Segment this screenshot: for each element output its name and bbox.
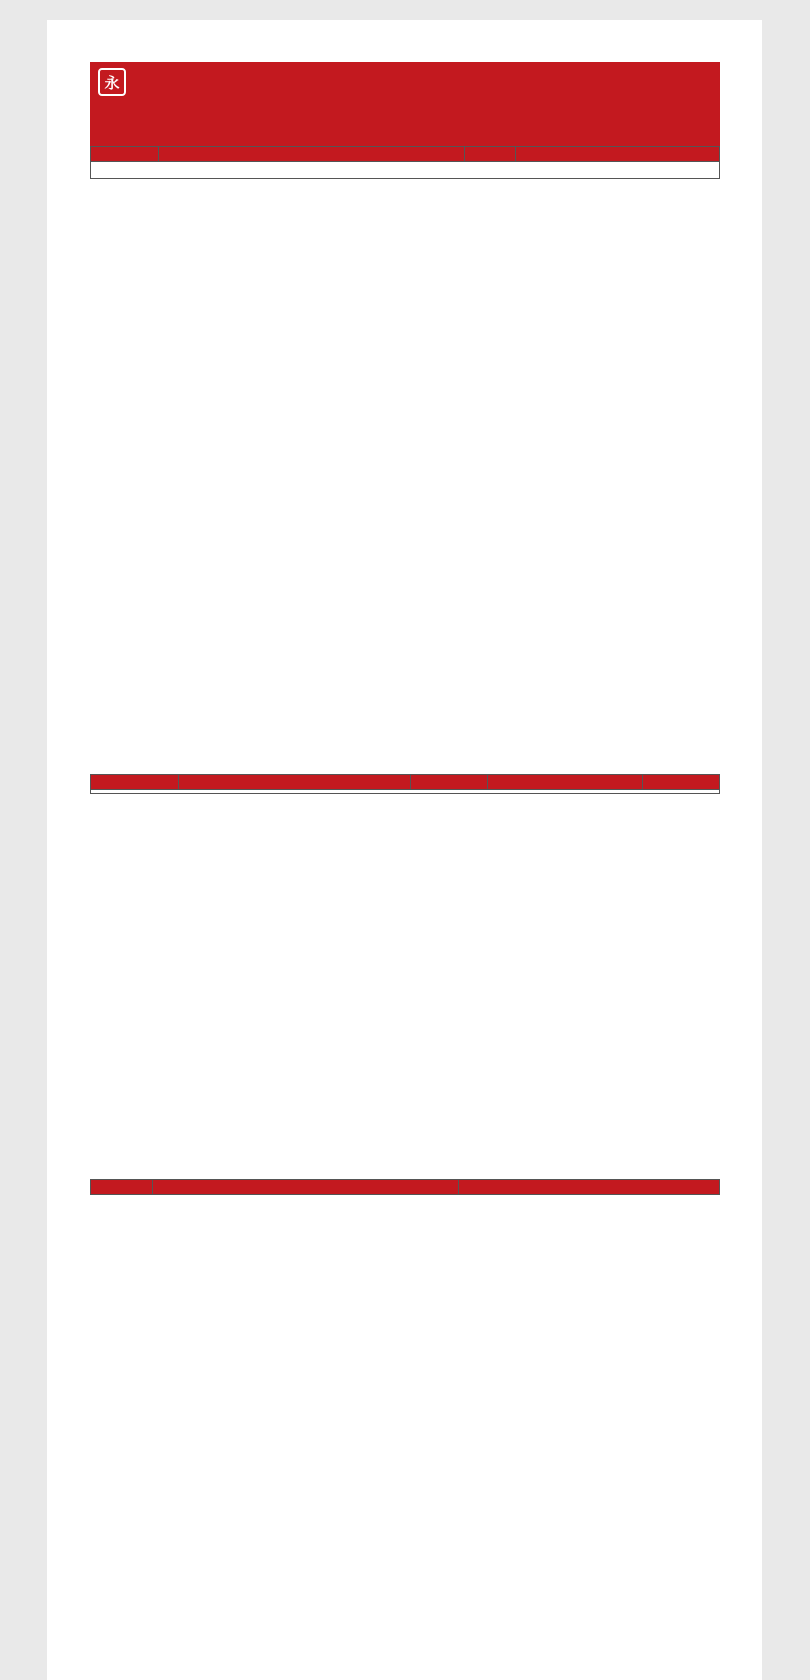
- company-logo: [98, 68, 131, 96]
- corn-group-header: [91, 147, 720, 162]
- corn-group-label: [91, 147, 159, 162]
- cotton-group-label: [91, 1180, 153, 1195]
- corn-table: [90, 146, 720, 162]
- cotton-group-cotton: [153, 1180, 459, 1195]
- report-content: [90, 62, 720, 1195]
- corn-group-starch: [516, 147, 720, 162]
- corn-analysis: [90, 162, 720, 179]
- report-sheet: [47, 20, 762, 1680]
- corn-charts-area: [90, 179, 720, 774]
- report-banner: [90, 62, 720, 146]
- sugar-group-header: [91, 774, 720, 789]
- corn-group-blank: [465, 147, 516, 162]
- sugar-group-basis: [410, 774, 487, 789]
- sugar-group-spot: [179, 774, 411, 789]
- sugar-charts-area: [90, 794, 720, 1179]
- cotton-table: [90, 1179, 720, 1195]
- report-subtitle: [704, 124, 712, 138]
- sugar-table: [90, 774, 720, 790]
- cotton-group-yarn: [459, 1180, 720, 1195]
- sugar-group-label: [91, 774, 179, 789]
- logo-icon: 永: [98, 68, 126, 96]
- corn-group-corn: [159, 147, 465, 162]
- sugar-group-warehouse: [642, 774, 719, 789]
- sugar-group-import: [488, 774, 643, 789]
- cotton-group-header: [91, 1180, 720, 1195]
